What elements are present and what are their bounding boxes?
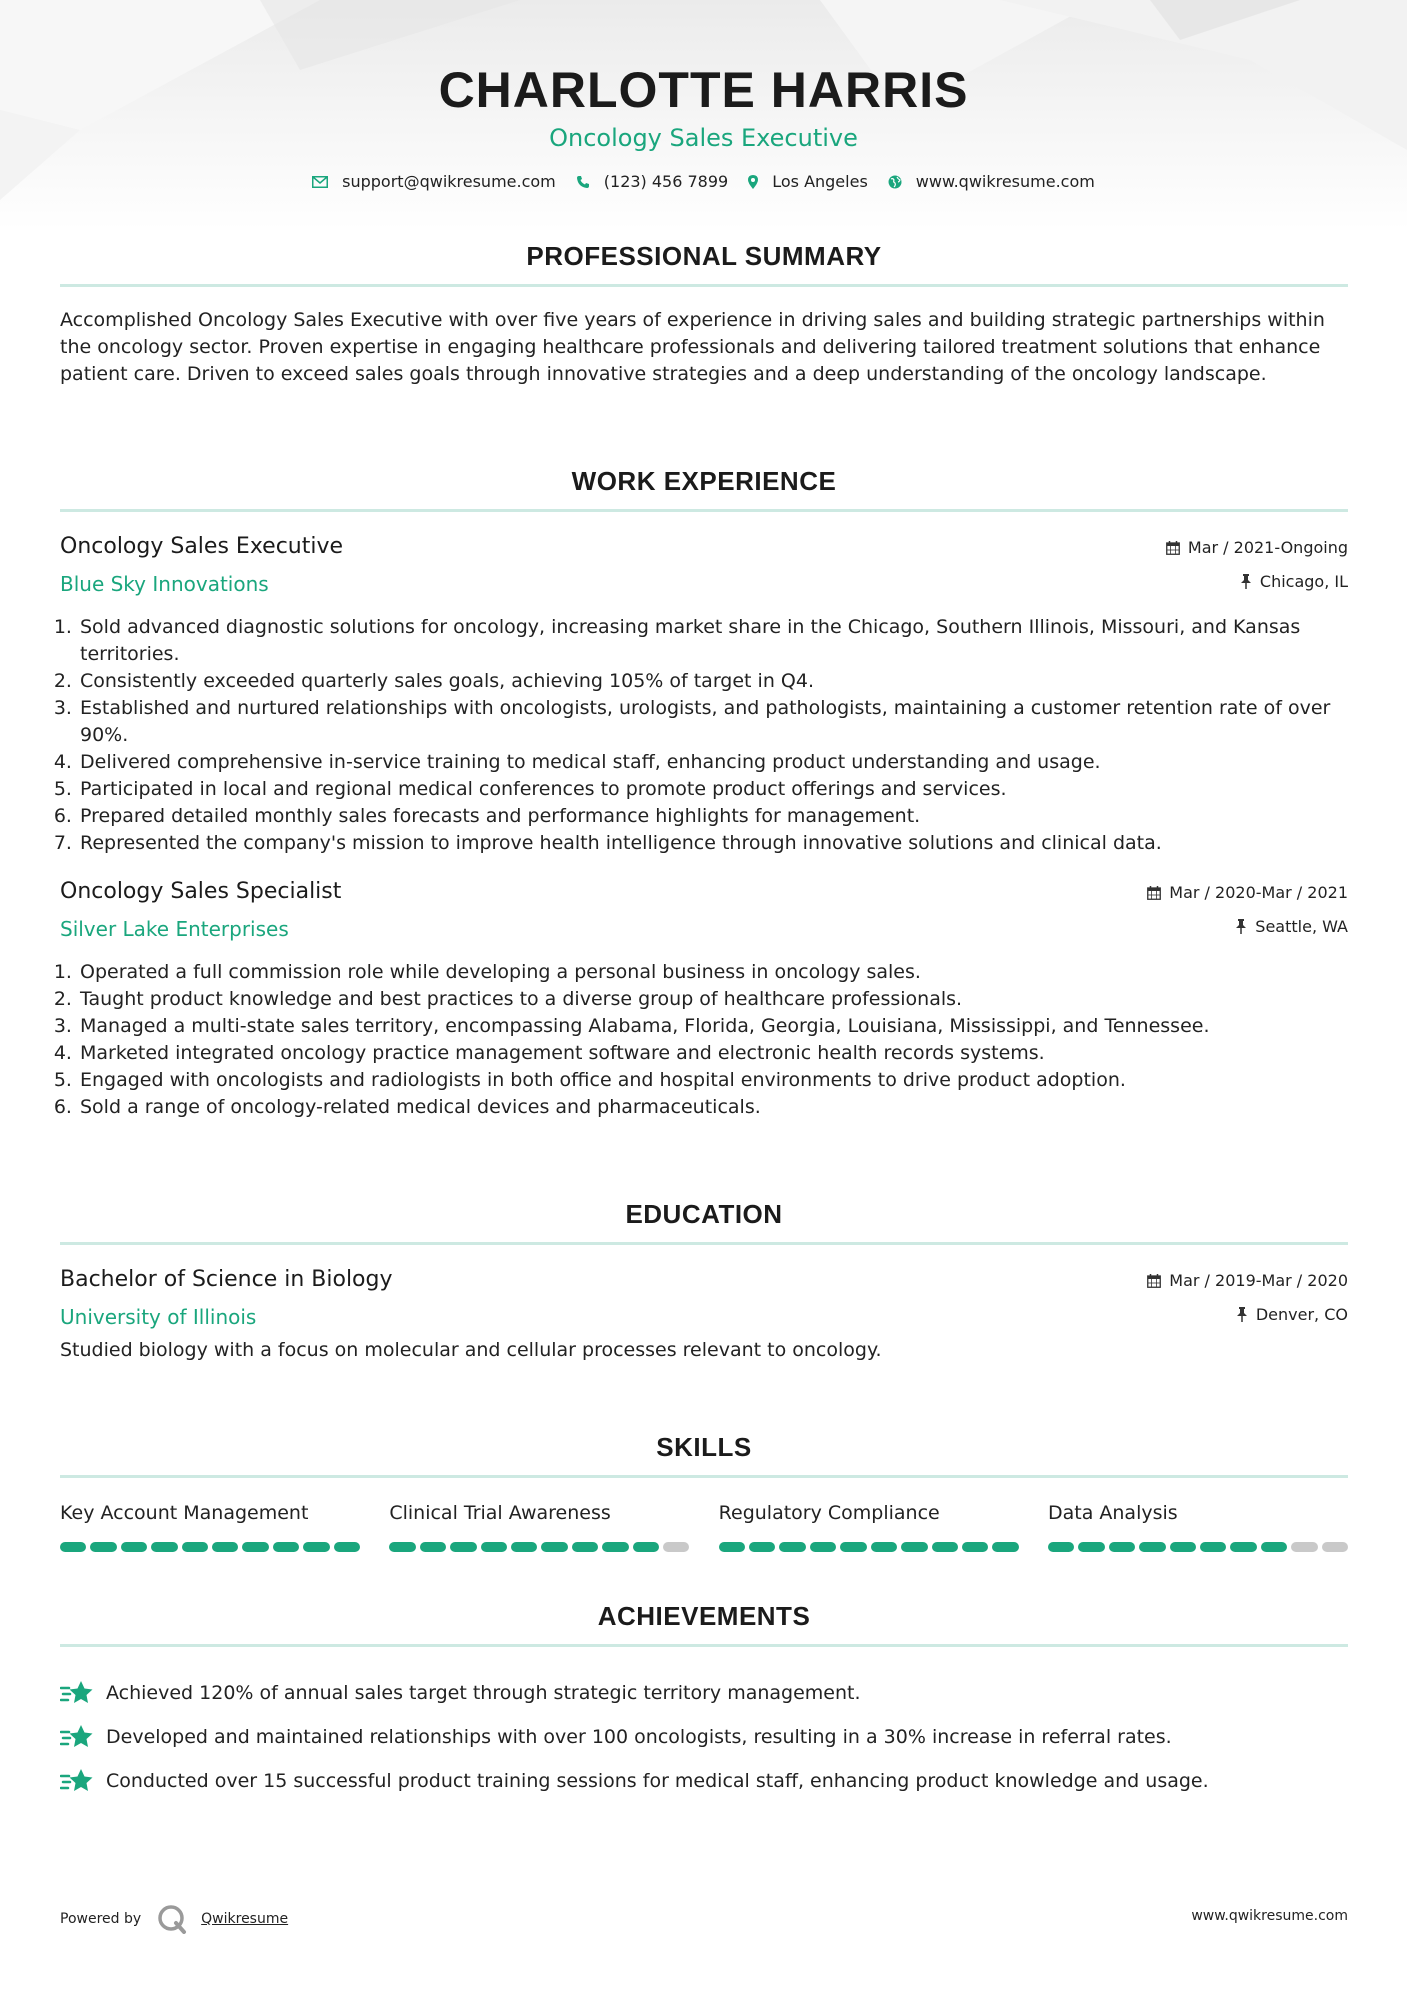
achievement-item (60, 1715, 1348, 1759)
contact-phone[interactable] (576, 172, 728, 191)
list-item: 1. Operated a full commission role while developing a personal business in oncology sales. (78, 959, 1348, 986)
skills-section (60, 1429, 1348, 1552)
skill-level-bar (60, 1542, 360, 1552)
skill-segment-filled (151, 1542, 177, 1552)
section-heading: EDUCATION (625, 1199, 783, 1229)
list-item: 2. Consistently exceeded quarterly sales goals, achieving 105% of target in Q4. (78, 668, 1348, 695)
list-item: 7. Represented the company's mission to improve health intelligence through innovative solutions and clinical data. (78, 830, 1348, 857)
skill-segment-filled (303, 1542, 329, 1552)
skill-segment-filled (481, 1542, 507, 1552)
achievement-text: Achieved 120% of annual sales target through strategic territory management. (106, 1682, 861, 1704)
skill-name: Regulatory Compliance (718, 1502, 940, 1524)
job-bullets (60, 614, 1348, 857)
skill-level-bar (719, 1542, 1019, 1552)
section-divider (60, 1242, 1348, 1245)
location-text: Los Angeles (772, 172, 868, 191)
job-company: Blue Sky Innovations (60, 572, 269, 596)
globe-icon (888, 175, 902, 189)
job-date (1166, 538, 1348, 557)
calendar-icon (1147, 886, 1161, 900)
job-bullets (60, 959, 1348, 1121)
achievement-text: Conducted over 15 successful product training sessions for medical staff, enhancing product knowledge and usage. (106, 1770, 1209, 1792)
list-item: 6. Prepared detailed monthly sales forecasts and performance highlights for management. (78, 803, 1348, 830)
skill-segment-filled (541, 1542, 567, 1552)
skill-segment-filled (1109, 1542, 1135, 1552)
footer-website[interactable]: www.qwikresume.com (1191, 1908, 1348, 1924)
pin-icon (1236, 1307, 1248, 1322)
list-item: 5. Engaged with oncologists and radiologists in both office and hospital environments to drive product adoption. (78, 1067, 1348, 1094)
skill-segment-filled (1200, 1542, 1226, 1552)
pin-icon (1235, 919, 1247, 934)
skills-list (60, 1502, 1348, 1552)
calendar-icon (1166, 541, 1180, 555)
skill-segment-filled (450, 1542, 476, 1552)
list-item: 6. Sold a range of oncology-related medical devices and pharmaceuticals. (78, 1094, 1348, 1121)
skill-segment-filled (779, 1542, 805, 1552)
section-divider (60, 1644, 1348, 1647)
skill-segment-filled (962, 1542, 988, 1552)
skill-name: Key Account Management (60, 1502, 309, 1524)
achievement-text: Developed and maintained relationships with over 100 oncologists, resulting in a 30% increase in referral rates. (106, 1726, 1172, 1748)
skill-segment-empty (1322, 1542, 1348, 1552)
skill-name: Clinical Trial Awareness (389, 1502, 611, 1524)
skill-item (1048, 1502, 1348, 1552)
skill-segment-filled (1170, 1542, 1196, 1552)
contact-website[interactable] (888, 172, 1095, 191)
education-description: Studied biology with a focus on molecular and cellular processes relevant to oncology. (60, 1339, 882, 1361)
skill-item (719, 1502, 1019, 1552)
skill-segment-filled (749, 1542, 775, 1552)
achievement-item (60, 1671, 1348, 1715)
skill-segment-filled (420, 1542, 446, 1552)
achievements-section (60, 1598, 1348, 1803)
list-item: 5. Participated in local and regional medical conferences to promote product offerings and services. (78, 776, 1348, 803)
qwikresume-logo-icon (157, 1904, 187, 1934)
skill-segment-filled (1139, 1542, 1165, 1552)
skill-segment-filled (633, 1542, 659, 1552)
list-item: 2. Taught product knowledge and best practices to a diverse group of healthcare professionals. (78, 986, 1348, 1013)
envelope-icon (312, 176, 328, 188)
skill-segment-filled (242, 1542, 268, 1552)
footer (60, 1896, 1348, 1936)
contact-email[interactable] (312, 172, 556, 191)
section-heading: SKILLS (656, 1432, 752, 1462)
star-icon (60, 1768, 94, 1794)
contact-location (748, 172, 868, 191)
skill-segment-empty (663, 1542, 689, 1552)
powered-by-label: Powered by (60, 1911, 142, 1927)
skill-segment-filled (121, 1542, 147, 1552)
job-location (1235, 917, 1348, 936)
education-section (60, 1196, 1348, 1364)
calendar-icon (1147, 1274, 1161, 1288)
candidate-name: CHARLOTTE HARRIS (438, 62, 969, 118)
education-location-text: Denver, CO (1255, 1305, 1348, 1324)
skill-segment-filled (389, 1542, 415, 1552)
email-text: support@qwikresume.com (342, 172, 556, 191)
skill-segment-filled (901, 1542, 927, 1552)
job-location-text: Seattle, WA (1255, 917, 1348, 936)
candidate-title: Oncology Sales Executive (549, 124, 858, 152)
skill-segment-filled (1078, 1542, 1104, 1552)
pin-icon (1240, 574, 1252, 589)
education-date (1147, 1271, 1348, 1290)
brand-link[interactable]: Qwikresume (201, 1911, 289, 1927)
skill-segment-filled (182, 1542, 208, 1552)
powered-by (60, 1904, 288, 1934)
list-item: 3. Managed a multi-state sales territory, encompassing Alabama, Florida, Georgia, Louisiana, Mississippi, and Tennessee. (78, 1013, 1348, 1040)
summary-section (60, 238, 1348, 388)
job-date-text: Mar / 2020-Mar / 2021 (1169, 883, 1348, 902)
job-date-text: Mar / 2021-Ongoing (1187, 538, 1348, 557)
phone-text: (123) 456 7899 (603, 172, 729, 191)
skill-level-bar (1048, 1542, 1348, 1552)
job-company: Silver Lake Enterprises (60, 917, 289, 941)
skill-segment-filled (840, 1542, 866, 1552)
skill-name: Data Analysis (1047, 1502, 1178, 1524)
skill-segment-filled (511, 1542, 537, 1552)
experience-section (60, 463, 1348, 1121)
skill-segment-filled (719, 1542, 745, 1552)
list-item: 3. Established and nurtured relationships with oncologists, urologists, and pathologists, maintaining a customer retention rate of over 90%. (78, 695, 1348, 749)
education-date-text: Mar / 2019-Mar / 2020 (1169, 1271, 1348, 1290)
job-title: Oncology Sales Specialist (60, 879, 342, 904)
job-location (1240, 572, 1348, 591)
list-item: 4. Delivered comprehensive in-service training to medical staff, enhancing product understanding and usage. (78, 749, 1348, 776)
job-entry (60, 534, 1348, 857)
skill-item (389, 1502, 689, 1552)
skill-segment-filled (1261, 1542, 1287, 1552)
section-heading: WORK EXPERIENCE (571, 466, 837, 496)
achievement-item (60, 1759, 1348, 1803)
contact-bar (0, 172, 1407, 191)
skill-segment-filled (1048, 1542, 1074, 1552)
school-name: University of Illinois (60, 1305, 257, 1329)
job-title: Oncology Sales Executive (60, 534, 344, 559)
list-item: 1. Sold advanced diagnostic solutions for oncology, increasing market share in the Chicago, Southern Illinois, Missouri, and Kansas territories. (78, 614, 1348, 668)
skill-segment-filled (334, 1542, 360, 1552)
phone-icon (576, 175, 590, 189)
resume-header (0, 0, 1407, 191)
list-item: 4. Marketed integrated oncology practice management software and electronic health records systems. (78, 1040, 1348, 1067)
degree-title: Bachelor of Science in Biology (60, 1267, 393, 1292)
section-divider (60, 1475, 1348, 1478)
section-divider (60, 509, 1348, 512)
skill-level-bar (389, 1542, 689, 1552)
star-icon (60, 1724, 94, 1750)
skill-segment-filled (602, 1542, 628, 1552)
map-marker-icon (748, 175, 758, 189)
skill-segment-filled (90, 1542, 116, 1552)
job-date (1147, 883, 1348, 902)
website-text: www.qwikresume.com (915, 172, 1095, 191)
summary-text: Accomplished Oncology Sales Executive with over five years of experience in driving sales and building strategic partnerships within the oncology sector. Proven expertise in engaging healthcare professionals and delivering tailored treatment solutions that enhance patient care. Driven to exceed sales goals through innovative strategies and a deep understanding of the oncology landscape. (60, 309, 1325, 385)
skill-segment-filled (1230, 1542, 1256, 1552)
section-heading: PROFESSIONAL SUMMARY (526, 241, 882, 271)
skill-segment-filled (810, 1542, 836, 1552)
skill-segment-filled (992, 1542, 1018, 1552)
skill-item (60, 1502, 360, 1552)
skill-segment-filled (932, 1542, 958, 1552)
skill-segment-filled (212, 1542, 238, 1552)
section-heading: ACHIEVEMENTS (597, 1601, 811, 1631)
section-divider (60, 284, 1348, 287)
job-entry (60, 879, 1348, 1121)
education-location (1236, 1305, 1348, 1324)
skill-segment-filled (871, 1542, 897, 1552)
skill-segment-filled (273, 1542, 299, 1552)
skill-segment-empty (1291, 1542, 1317, 1552)
star-icon (60, 1680, 94, 1706)
skill-segment-filled (572, 1542, 598, 1552)
job-location-text: Chicago, IL (1259, 572, 1348, 591)
achievements-list (60, 1671, 1348, 1803)
skill-segment-filled (60, 1542, 86, 1552)
